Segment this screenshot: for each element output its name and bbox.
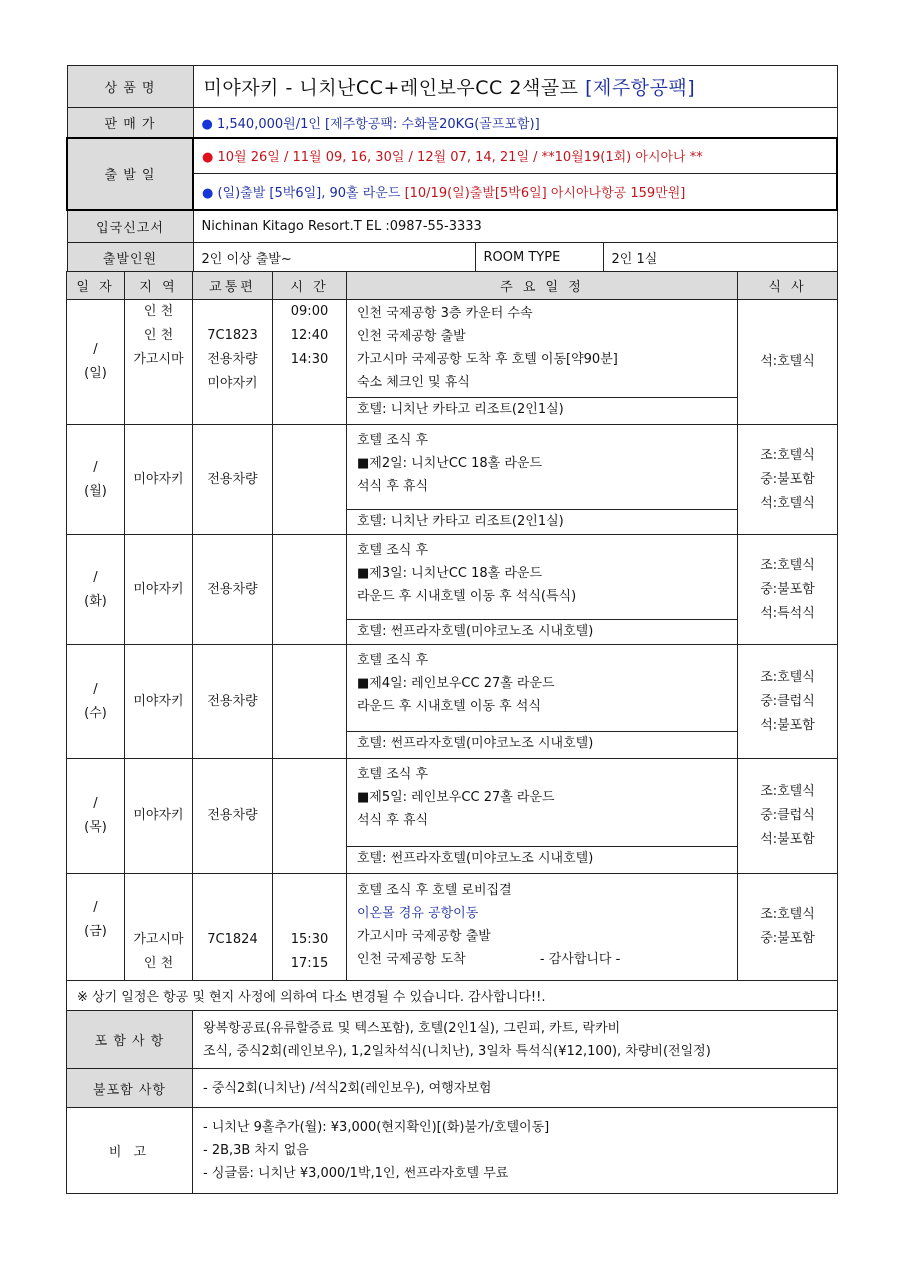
plan-text: 호텔 조식 후 <box>357 433 429 448</box>
transport-text: 7C1823 <box>207 328 258 343</box>
included-label: 포 함 사 항 <box>67 1011 193 1069</box>
schedule-header <box>67 272 838 300</box>
pax-label: 출발인원 <box>67 243 193 272</box>
time-text: 15:30 <box>290 932 329 947</box>
day-time <box>273 425 347 535</box>
table-row <box>67 759 838 874</box>
meal-text: 조:호텔식 <box>760 784 815 799</box>
region-text: 인 천 <box>143 304 174 319</box>
day-region <box>125 300 193 425</box>
day-time <box>273 300 347 425</box>
day-transport <box>193 300 273 425</box>
plan-last-line <box>357 948 737 971</box>
departure-info <box>193 174 837 210</box>
day-meals <box>738 874 838 981</box>
day-region <box>125 874 193 981</box>
plan-text: 가고시마 국제공항 출발 <box>357 929 491 944</box>
day-meals <box>738 425 838 535</box>
meal-text: 조:호텔식 <box>760 447 815 463</box>
day-region: 미야자키 <box>125 535 193 645</box>
meal-text: 석:특석식 <box>760 605 815 621</box>
day-date: / (월) <box>67 425 125 535</box>
day-plan <box>347 300 738 425</box>
plan-text: 호텔 조식 후 <box>357 653 429 668</box>
meal-text: 조:호텔식 <box>760 907 815 922</box>
remark-text: - 싱글룸: 니치난 ¥3,000/1박,1인, 썬프라자호텔 무료 <box>203 1166 509 1181</box>
plan-text: ■제3일: 니치난CC 18홀 라운드 <box>357 566 543 581</box>
day-transport: 전용차량 <box>193 535 273 645</box>
header-date: 일 자 <box>67 272 125 300</box>
day-meals <box>738 645 838 759</box>
price-text: 1,540,000원/1인 [제주항공팩: 수화물20KG(골프포함)] <box>216 116 540 132</box>
plan-text: 라운드 후 시내호텔 이동 후 석식 <box>357 699 541 714</box>
meal-text: 중:불포함 <box>760 471 815 487</box>
itinerary-sheet <box>66 65 838 1194</box>
excluded-label: 불포함 사항 <box>67 1069 193 1108</box>
departure-label: 출 발 일 <box>67 138 193 210</box>
hotel-text: 호텔: 니치난 카타고 리조트(2인1실) <box>347 397 737 422</box>
price-label: 판 매 가 <box>67 108 193 138</box>
plan-text: 호텔 조식 후 <box>357 543 429 558</box>
plan-text: 석식 후 휴식 <box>357 479 429 494</box>
time-text: 17:15 <box>290 956 329 971</box>
time-text: 09:00 <box>290 304 329 319</box>
day-time <box>273 645 347 759</box>
thanks-text: - 감사합니다 - <box>539 952 621 967</box>
product-name <box>193 66 837 108</box>
hotel-text: 호텔: 썬프라자호텔(미야코노조 시내호텔) <box>347 731 737 756</box>
plan-text: 인천 국제공항 3층 카운터 수속 <box>357 306 533 321</box>
day-date: / (일) <box>67 300 125 425</box>
plan-lines <box>347 759 737 846</box>
plan-text: 이온몰 경유 공항이동 <box>357 906 479 921</box>
table-row <box>67 645 838 759</box>
plan-text: ■제2일: 니치난CC 18홀 라운드 <box>357 456 543 471</box>
header-region: 지 역 <box>125 272 193 300</box>
day-date: / (수) <box>67 645 125 759</box>
region-text: 인 천 <box>143 956 174 971</box>
included-text: 조식, 중식2회(레인보우), 1,2일차석식(니치난), 3일차 특석식(¥12,100), 차량비(전일정) <box>203 1043 711 1059</box>
departure-info-text: (일)출발 [5박6일], 90홀 라운드 <box>217 185 401 201</box>
meal-text: 석:불포함 <box>760 832 815 847</box>
day-meals <box>738 759 838 874</box>
plan-text: 호텔 조식 후 호텔 로비집결 <box>357 883 512 898</box>
day-date: / (금) <box>67 874 125 981</box>
time-text: 12:40 <box>290 328 329 343</box>
day-plan <box>347 759 738 874</box>
hotel-text: 호텔: 썬프라자호텔(미야코노조 시내호텔) <box>347 619 737 644</box>
bullet-icon: ● <box>202 150 214 166</box>
meal-text: 중:클럽식 <box>760 808 815 823</box>
entry-text: Nichinan Kitago Resort.T EL :0987-55-3333 <box>193 210 837 243</box>
plan-text: 인천 국제공항 도착 <box>357 952 466 967</box>
meal-text: 석:호텔식 <box>760 495 815 511</box>
region-text: 가고시마 <box>133 352 184 367</box>
day-plan <box>347 645 738 759</box>
day-region: 미야자키 <box>125 425 193 535</box>
remark-text: - 2B,3B 차지 없음 <box>203 1143 309 1158</box>
remarks-cell <box>193 1108 838 1194</box>
plan-text: ■제4일: 레인보우CC 27홀 라운드 <box>357 676 555 691</box>
region-text: 가고시마 <box>133 932 184 947</box>
day-time <box>273 759 347 874</box>
day-meals <box>738 535 838 645</box>
entry-label: 입국신고서 <box>67 210 193 243</box>
day-transport: 전용차량 <box>193 645 273 759</box>
plan-text: 라운드 후 시내호텔 이동 후 석식(특식) <box>357 589 577 604</box>
meal-text: 중:불포함 <box>760 931 815 946</box>
day-date: / (목) <box>67 759 125 874</box>
price-cell <box>193 108 837 138</box>
day-plan <box>347 425 738 535</box>
departure-dates-text: 10월 26일 / 11월 09, 16, 30일 / 12월 07, 14, 21일 / **10월19(1회) 아시아나 ** <box>217 150 703 166</box>
departure-dates <box>193 138 837 174</box>
transport-text: 7C1824 <box>207 932 258 947</box>
day-transport: 전용차량 <box>193 759 273 874</box>
meal-text: 중:클럽식 <box>760 693 815 709</box>
table-row <box>67 874 838 981</box>
day-transport: 전용차량 <box>193 425 273 535</box>
day-transport <box>193 874 273 981</box>
inclusions-table <box>66 1010 838 1194</box>
header-plan: 주 요 일 정 <box>347 272 738 300</box>
region-text: 인 천 <box>143 328 174 343</box>
day-region: 미야자키 <box>125 645 193 759</box>
product-tag: [제주항공팩] <box>585 77 696 99</box>
meal-text: 석:호텔식 <box>760 354 815 369</box>
plan-text: ■제5일: 레인보우CC 27홀 라운드 <box>357 790 555 805</box>
day-meals <box>738 300 838 425</box>
remarks-label: 비 고 <box>67 1108 193 1194</box>
day-plan <box>347 535 738 645</box>
bullet-icon: ● <box>202 185 214 201</box>
plan-lines <box>347 645 737 731</box>
departure-special: [10/19(일)출발[5박6일] 아시아나항공 159만원] <box>404 185 686 201</box>
transport-text: 미야자키 <box>207 376 258 391</box>
room-type-value: 2인 1실 <box>603 243 837 272</box>
transport-text <box>193 300 272 324</box>
day-plan <box>347 874 738 981</box>
time-text: 14:30 <box>290 352 329 367</box>
meal-text: 중:불포함 <box>760 581 815 597</box>
hotel-text: 호텔: 니치난 카타고 리조트(2인1실) <box>347 509 737 534</box>
header-meals: 식 사 <box>738 272 838 300</box>
plan-lines <box>347 425 737 509</box>
plan-text: 숙소 체크인 및 휴식 <box>357 375 470 390</box>
bullet-icon: ● <box>201 116 213 132</box>
plan-text: 가고시마 국제공항 도착 후 호텔 이동[약90분] <box>357 352 618 367</box>
table-row <box>67 535 838 645</box>
room-type-label: ROOM TYPE <box>475 243 603 272</box>
table-row <box>67 425 838 535</box>
meal-text: 석:불포함 <box>760 717 815 733</box>
product-title: 미야자키 - 니치난CC+레인보우CC 2색골프 <box>203 77 579 99</box>
product-info-table <box>66 65 838 272</box>
day-time <box>273 874 347 981</box>
product-name-label: 상 품 명 <box>67 66 193 108</box>
day-date: / (화) <box>67 535 125 645</box>
included-text: 왕복항공료(유류할증료 및 텍스포함), 호텔(2인1실), 그린피, 카트, 락카비 <box>203 1020 621 1036</box>
plan-lines <box>347 535 737 619</box>
plan-text: 석식 후 휴식 <box>357 813 429 828</box>
day-region: 미야자키 <box>125 759 193 874</box>
plan-text: 호텔 조식 후 <box>357 767 429 782</box>
meal-text: 조:호텔식 <box>760 669 815 685</box>
plan-text: 인천 국제공항 출발 <box>357 329 466 344</box>
schedule-table <box>66 271 838 1011</box>
excluded-text: - 중식2회(니치난) /석식2회(레인보우), 여행자보험 <box>193 1069 838 1108</box>
header-time: 시 간 <box>273 272 347 300</box>
transport-text: 전용차량 <box>207 352 258 367</box>
remark-text: - 니치난 9홀추가(월): ¥3,000(현지확인)[(화)불가/호텔이동] <box>203 1120 550 1135</box>
included-cell <box>193 1011 838 1069</box>
notice-text: ※ 상기 일정은 항공 및 현지 사정에 의하여 다소 변경될 수 있습니다. 감사합니다!!. <box>67 981 838 1011</box>
table-row <box>67 300 838 425</box>
pax-text: 2인 이상 출발~ <box>193 243 475 272</box>
hotel-text: 호텔: 썬프라자호텔(미야코노조 시내호텔) <box>347 846 737 871</box>
plan-lines <box>347 300 737 397</box>
header-transport: 교통편 <box>193 272 273 300</box>
day-time <box>273 535 347 645</box>
meal-text: 조:호텔식 <box>760 557 815 573</box>
